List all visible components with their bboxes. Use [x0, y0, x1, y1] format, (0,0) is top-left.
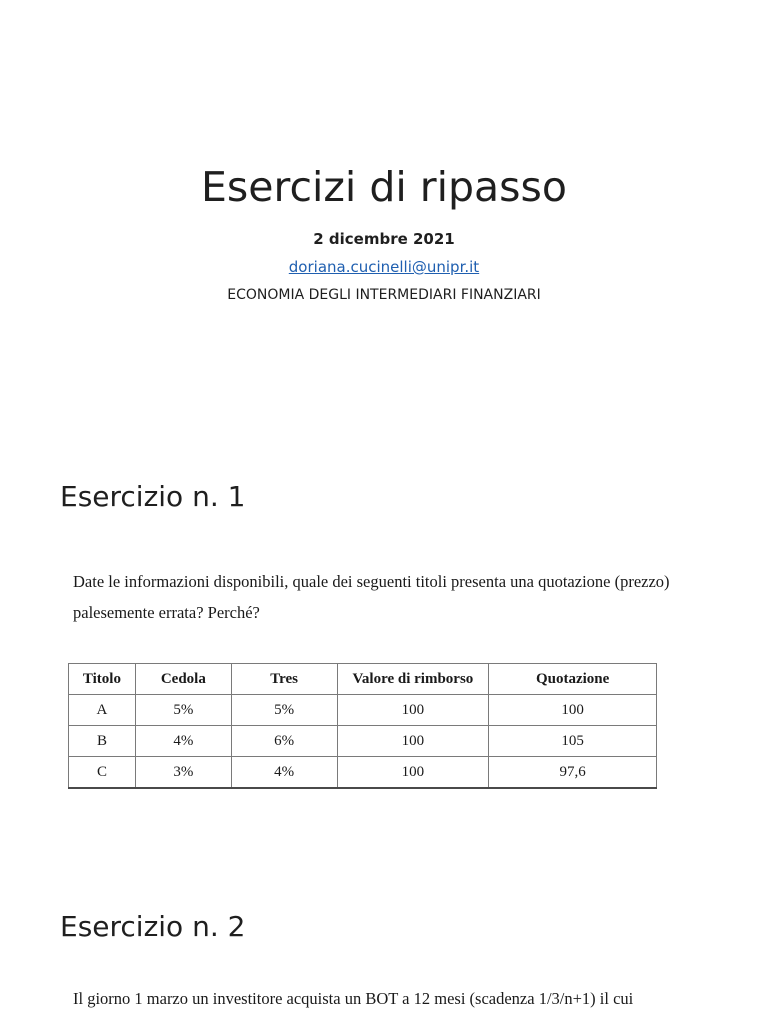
exercise-1-text-line-1: Date le informazioni disponibili, quale dei seguenti titoli presenta una quotazione (prezzo)	[73, 572, 670, 591]
exercise-1-text	[73, 566, 723, 628]
author-email	[0, 258, 768, 276]
table-cell: 6%	[231, 726, 337, 757]
table-cell: B	[69, 726, 136, 757]
author-email-link[interactable]: doriana.cucinelli@unipr.it	[288, 258, 480, 276]
table-row	[69, 695, 657, 726]
table-row	[69, 757, 657, 789]
exercise-2-heading: Esercizio n. 2	[60, 910, 246, 943]
exercise-2-text	[73, 983, 723, 1014]
table-header-cell: Valore di rimborso	[337, 664, 489, 695]
course-name: ECONOMIA DEGLI INTERMEDIARI FINANZIARI	[227, 287, 541, 303]
table-cell: 100	[489, 695, 657, 726]
table-cell: C	[69, 757, 136, 789]
table-cell: 3%	[135, 757, 231, 789]
exercise-2-text-line-1: Il giorno 1 marzo un investitore acquista un BOT a 12 mesi (scadenza 1/3/n+1) il cui	[73, 989, 634, 1008]
table-cell: 4%	[231, 757, 337, 789]
exercise-1-slide	[0, 460, 768, 880]
bond-quote-table	[68, 663, 657, 789]
table-cell: 105	[489, 726, 657, 757]
exercise-1-heading: Esercizio n. 1	[60, 480, 246, 513]
table-cell: A	[69, 695, 136, 726]
table-row	[69, 726, 657, 757]
presentation-title: Esercizi di ripasso	[201, 163, 567, 211]
table-cell: 100	[337, 726, 489, 757]
table-header-cell: Titolo	[69, 664, 136, 695]
table-cell: 97,6	[489, 757, 657, 789]
table-header-cell: Tres	[231, 664, 337, 695]
table-cell: 100	[337, 695, 489, 726]
table-cell: 4%	[135, 726, 231, 757]
exercise-1-text-line-2: palesemente errata? Perché?	[73, 603, 260, 622]
table-header-row	[69, 664, 657, 695]
table-header-cell: Quotazione	[489, 664, 657, 695]
table-cell: 5%	[231, 695, 337, 726]
table-header-cell: Cedola	[135, 664, 231, 695]
title-slide	[0, 0, 768, 384]
presentation-date: 2 dicembre 2021	[313, 230, 455, 248]
table-cell: 5%	[135, 695, 231, 726]
table-cell: 100	[337, 757, 489, 789]
exercise-2-slide	[0, 880, 768, 1024]
